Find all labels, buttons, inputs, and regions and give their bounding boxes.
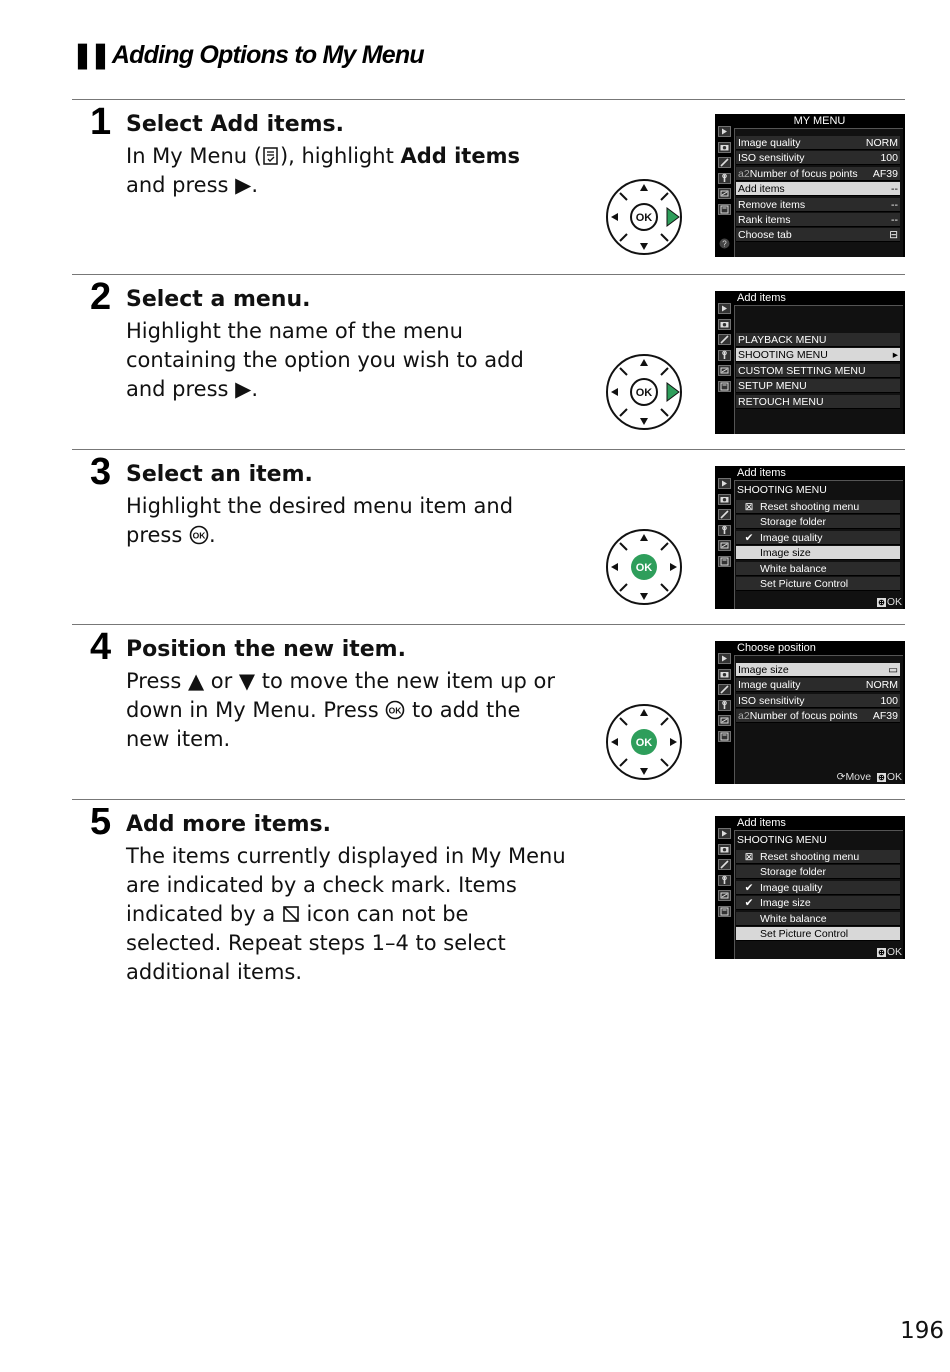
row-prefix: a2 (738, 167, 750, 180)
row-value: NORM (865, 137, 898, 149)
playback-tab-icon (718, 303, 731, 314)
screen-footer: ⟳Move ⊕ OK (836, 771, 902, 783)
svg-text:OK: OK (635, 737, 653, 749)
svg-text:OK: OK (635, 562, 653, 574)
screen-header: Add items (737, 292, 786, 304)
ok-icon (385, 700, 405, 720)
step-divider (72, 624, 905, 625)
wrench-tab-icon (718, 525, 731, 536)
pencil-tab-icon (718, 509, 731, 520)
menu-row[interactable] (736, 364, 900, 378)
pencil-tab-icon (718, 859, 731, 870)
wrench-tab-icon (718, 875, 731, 886)
row-mark-icon: ⊠ (744, 501, 754, 513)
dial-wrapper (604, 527, 684, 611)
menu-row[interactable] (736, 927, 900, 941)
menu-row[interactable] (736, 562, 900, 576)
multi-selector-dial-2 (604, 352, 684, 432)
menu-row[interactable] (736, 333, 900, 347)
dial-wrapper (604, 177, 684, 261)
step-number: 5 (90, 801, 112, 843)
menu-row[interactable] (736, 348, 900, 362)
step-body-text: icon can not be selected. Repeat steps 1–4 to select additional items. (126, 902, 506, 984)
step-divider (72, 99, 905, 100)
step-title-bold: Add items. (210, 112, 344, 137)
camera-tab-icon (718, 142, 731, 153)
row-label: White balance (760, 562, 827, 575)
row-prefix: a2 (738, 710, 750, 723)
step-body-text: The items currently displayed in My Menu are indicated by a check mark. Items indicated by a (126, 844, 566, 926)
row-label: Set Picture Control (760, 578, 849, 590)
step-3 (72, 452, 905, 627)
my-menu-icon (262, 146, 280, 166)
camera-screen (715, 466, 905, 609)
menu-row[interactable] (736, 151, 900, 165)
multi-selector-dial-3 (604, 527, 684, 607)
camera-tab-icon (718, 319, 731, 330)
menu-row[interactable] (736, 531, 900, 545)
step-5 (72, 801, 905, 984)
section-title-text: Adding Options to My Menu (111, 41, 424, 69)
step-body-text: . (208, 523, 216, 547)
menu-row[interactable] (736, 850, 900, 864)
section-marker: ❚❚ (72, 41, 108, 69)
menu-row[interactable] (736, 865, 900, 879)
row-label: CUSTOM SETTING MENU (738, 364, 866, 377)
footer-ok-icon: ⊕ (878, 773, 885, 782)
step-body (126, 842, 566, 987)
screen-header: Add items (737, 817, 786, 829)
row-label: Number of focus points (749, 167, 858, 180)
row-value: ▸ (892, 349, 898, 362)
step-body-text: Press ▲ or ▼ to move the new item up or down in My Menu. Press (126, 669, 555, 722)
step-body (126, 667, 566, 754)
row-label: Image quality (738, 679, 801, 692)
menu-row[interactable] (736, 228, 900, 242)
row-label: ISO sensitivity (738, 152, 805, 165)
row-label: Number of focus points (749, 710, 858, 723)
dial-wrapper (604, 702, 684, 786)
step-1 (72, 102, 905, 277)
menu-row[interactable] (736, 912, 900, 926)
footer-ok-icon: ⊕ (878, 948, 885, 957)
pencil-tab-icon (718, 334, 731, 345)
step-title-plain: Add more items. (126, 812, 332, 837)
row-label: Image quality (738, 137, 801, 149)
menu-row[interactable] (736, 678, 900, 692)
footer-ok-label: OK (886, 771, 902, 783)
retouch-tab-icon (718, 188, 731, 199)
step-title (126, 462, 313, 487)
camera-screen (715, 114, 905, 257)
row-value: NORM (865, 679, 898, 692)
screen-tab-icons (715, 816, 734, 959)
row-label: Reset shooting menu (760, 851, 860, 863)
step-divider (72, 449, 905, 450)
screen-header: Choose position (737, 642, 816, 654)
step-title-plain: Select an item. (126, 462, 313, 487)
step-body (126, 317, 566, 404)
step-body-text: Highlight the name of the menu containing the option you wish to add and press ▶. (126, 319, 524, 401)
camera-screen (715, 816, 905, 959)
menu-row[interactable] (736, 881, 900, 895)
row-value: ⊟ (889, 229, 898, 242)
row-label: Reset shooting menu (760, 501, 860, 513)
menu-row[interactable] (736, 709, 900, 723)
dial-wrapper (604, 352, 684, 436)
row-label: Add items (738, 183, 785, 196)
step-number: 2 (90, 276, 112, 318)
wrench-tab-icon (718, 173, 731, 184)
svg-text:OK: OK (192, 530, 206, 541)
menu-row[interactable] (736, 577, 900, 591)
section-title (72, 40, 424, 70)
screen-footer (877, 946, 902, 958)
menu-row[interactable] (736, 896, 900, 910)
row-value: -- (891, 198, 898, 211)
row-label: Image size (760, 897, 811, 910)
row-label: SHOOTING MENU (738, 349, 828, 362)
row-value: 100 (880, 152, 898, 165)
retouch-tab-icon (718, 890, 731, 901)
row-label: Image size (760, 547, 811, 560)
menu-row[interactable] (736, 136, 900, 150)
step-body-text: and press ▶. (126, 173, 258, 197)
svg-text:OK: OK (635, 212, 653, 224)
menu-row[interactable] (736, 395, 900, 409)
step-divider (72, 799, 905, 800)
row-value: AF39 (872, 710, 898, 723)
step-body-text: Highlight the desired menu item and press (126, 494, 514, 547)
footer-ok-label: OK (886, 596, 902, 608)
screen-tab-icons (715, 291, 734, 434)
camera-tab-icon (718, 844, 731, 855)
screen-footer (877, 596, 902, 608)
menu-row[interactable] (736, 694, 900, 708)
step-title (126, 287, 310, 312)
step-title-plain: Select a menu. (126, 287, 311, 312)
menu-row[interactable] (736, 213, 900, 227)
ok-icon (189, 525, 209, 545)
step-title-plain: Select (126, 112, 211, 137)
step-body-bold: Add items (400, 144, 520, 168)
camera-screen (715, 641, 905, 784)
row-value: -- (891, 183, 898, 196)
menu-row[interactable] (736, 663, 900, 677)
screen-tab-icons (715, 641, 734, 784)
row-value: -- (891, 214, 898, 226)
camera-tab-icon (718, 669, 731, 680)
footer-move-label: Move (845, 771, 872, 783)
retouch-tab-icon (718, 715, 731, 726)
row-label: Choose tab (738, 229, 792, 242)
step-number: 3 (90, 451, 112, 493)
row-mark-icon: ✔ (744, 531, 754, 544)
row-label: Image size (738, 664, 789, 676)
row-label: Set Picture Control (760, 928, 849, 940)
row-label: RETOUCH MENU (738, 395, 824, 408)
step-title (126, 812, 331, 837)
menu-row[interactable] (736, 546, 900, 560)
camera-tab-icon (718, 494, 731, 505)
retouch-tab-icon (718, 365, 731, 376)
playback-tab-icon (718, 126, 731, 137)
pencil-tab-icon (718, 684, 731, 695)
playback-tab-icon (718, 828, 731, 839)
help-icon (718, 238, 731, 249)
unavailable-icon (282, 904, 300, 924)
row-label: Image quality (760, 881, 823, 894)
my-menu-tab-icon (718, 204, 731, 215)
wrench-tab-icon (718, 700, 731, 711)
step-body-text: to add the new item. (126, 698, 521, 751)
screen-header: MY MENU (793, 115, 846, 127)
screen-subheader: SHOOTING MENU (737, 834, 827, 846)
step-body (126, 142, 566, 200)
row-label: Remove items (738, 198, 806, 211)
menu-row[interactable] (736, 167, 900, 181)
footer-ok-label: OK (886, 946, 902, 958)
step-number: 4 (90, 626, 112, 668)
my-menu-tab-icon (718, 731, 731, 742)
row-label: ISO sensitivity (738, 694, 805, 707)
step-divider (72, 274, 905, 275)
row-mark-icon: ⊠ (744, 851, 754, 863)
pencil-tab-icon (718, 157, 731, 168)
retouch-tab-icon (718, 540, 731, 551)
page-number: 196 (900, 1318, 944, 1344)
step-number: 1 (90, 101, 112, 143)
row-mark-icon: ✔ (744, 881, 754, 894)
menu-row[interactable] (736, 379, 900, 393)
playback-tab-icon (718, 653, 731, 664)
row-label: SETUP MENU (738, 380, 807, 393)
row-label: PLAYBACK MENU (738, 334, 827, 346)
row-value: ▭ (888, 664, 898, 676)
footer-ok-icon: ⊕ (878, 598, 885, 607)
row-value: 100 (880, 694, 898, 707)
screen-subheader: SHOOTING MENU (737, 484, 827, 496)
row-label: Storage folder (760, 866, 826, 879)
svg-text:OK: OK (635, 387, 653, 399)
my-menu-tab-icon (718, 906, 731, 917)
step-title (126, 112, 344, 137)
step-2 (72, 277, 905, 452)
step-body-text: In My Menu ( (126, 144, 262, 168)
svg-text:?: ? (722, 239, 727, 249)
step-body (126, 492, 566, 550)
menu-row[interactable] (736, 515, 900, 529)
my-menu-tab-icon (718, 381, 731, 392)
step-4 (72, 627, 905, 802)
playback-tab-icon (718, 478, 731, 489)
step-body-text: ), highlight (279, 144, 401, 168)
screen-tab-icons (715, 114, 734, 257)
step-title (126, 637, 406, 662)
step-title-plain: Position the new item. (126, 637, 406, 662)
row-mark-icon: ✔ (744, 897, 754, 910)
camera-screen (715, 291, 905, 434)
screen-header: Add items (737, 467, 786, 479)
multi-selector-dial-1 (604, 177, 684, 257)
svg-text:OK: OK (388, 705, 402, 716)
multi-selector-dial-4 (604, 702, 684, 782)
menu-row[interactable] (736, 198, 900, 212)
my-menu-tab-icon (718, 556, 731, 567)
row-label: Image quality (760, 531, 823, 544)
menu-row[interactable] (736, 500, 900, 514)
menu-row[interactable] (736, 182, 900, 196)
row-label: Rank items (738, 214, 791, 226)
wrench-tab-icon (718, 350, 731, 361)
row-value: AF39 (872, 167, 898, 180)
row-label: Storage folder (760, 516, 826, 529)
screen-tab-icons (715, 466, 734, 609)
row-label: White balance (760, 912, 827, 925)
